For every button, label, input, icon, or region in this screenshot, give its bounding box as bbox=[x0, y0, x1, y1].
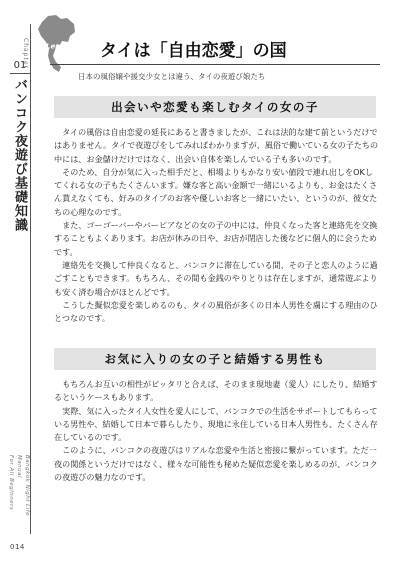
lesson-subtitle: 日本の風俗嬢や援交少女とは違う、タイの夜遊び娘たち bbox=[78, 72, 266, 81]
chapter-title: バンコク夜遊び基礎知識 bbox=[12, 78, 27, 232]
paragraph: 連絡先を交換して仲良くなると、バンコクに滞在している間、その子と恋人のように過ごすこともできます。もちろん、その間も金銭のやりとりは存在しますが、通常遊ぶよりも安く済む場合がほとんどです。 bbox=[54, 259, 378, 297]
chapter-label: Chapter bbox=[22, 38, 29, 69]
paragraph: このように、バンコクの夜遊びはリアルな恋愛や生活と密接に繋がっています。ただ一夜の関係というだけではなく、様々な可能性も秘めた疑似恋愛を楽しめるのが、バンコクの夜遊びの魅力なのです。 bbox=[54, 445, 378, 483]
header-divider bbox=[50, 64, 380, 65]
chapter-number: 01 bbox=[10, 60, 30, 74]
lesson-word: Lesson. bbox=[46, 42, 76, 51]
section-heading: お気に入りの女の子と結婚する男性も bbox=[54, 348, 376, 370]
paragraph: 実際、気に入ったタイ人女性を愛人にして、バンコクでの生活をサポートしてもらっている男性や、結婚して日本で暮らしたり、現地に永住している日本人男性も、たくさん存在しているのです。 bbox=[54, 405, 378, 443]
paragraph: タイの風俗は自由恋愛の延長にあると書きましたが、これは法的な建て前というだけではありません。タイで夜遊びをしてみればわかりますが、風俗で働いている女の子たちの中には、お金儲けだけではなく、出会い自体を楽しんでいる子も多いのです。 bbox=[54, 127, 379, 164]
paragraph: そのため、自分が気に入った相手だと、相場よりもかなり安い値段で連れ出しをOKしてくれる女の子もたくさんいます。嫌な客と高い金額で一緒にいるよりも、お金はたくさん貰えなくても、好みのタイプのお客や優しいお客と一緒にいたい、というのが、彼女たちの心理なのです。 bbox=[54, 166, 378, 217]
lesson-title: タイは「自由恋愛」の国 bbox=[100, 41, 287, 61]
lesson-tag bbox=[46, 36, 98, 56]
section-body bbox=[54, 126, 379, 325]
section-body bbox=[54, 378, 379, 484]
paragraph: もちろんお互いの相性がピッタリと合えば、そのまま現地妻（愛人）にしたり、結婚するというケースもあります。 bbox=[54, 379, 378, 403]
paragraph: こうした擬似恋愛を楽しめるのも、タイの風俗が多くの日本人男性を虜にする理由のひとつなのです。 bbox=[54, 299, 378, 324]
book-title-line: For All Beginners bbox=[8, 455, 14, 511]
paragraph: また、ゴーゴーバーやバービアなどの女の子の中には、仲良くなった客と連絡先を交換することもよくあります。お店が休みの日や、お店が閉店した後などに個人的に会うためです。 bbox=[54, 220, 378, 257]
lesson-number: 02 bbox=[77, 37, 98, 56]
book-title-line: Bangkok Night Life Manual bbox=[16, 455, 30, 517]
page-number: 014 bbox=[10, 543, 25, 551]
section-heading: 出会いや恋愛も楽しむタイの女の子 bbox=[54, 96, 376, 118]
book-title bbox=[8, 455, 31, 535]
